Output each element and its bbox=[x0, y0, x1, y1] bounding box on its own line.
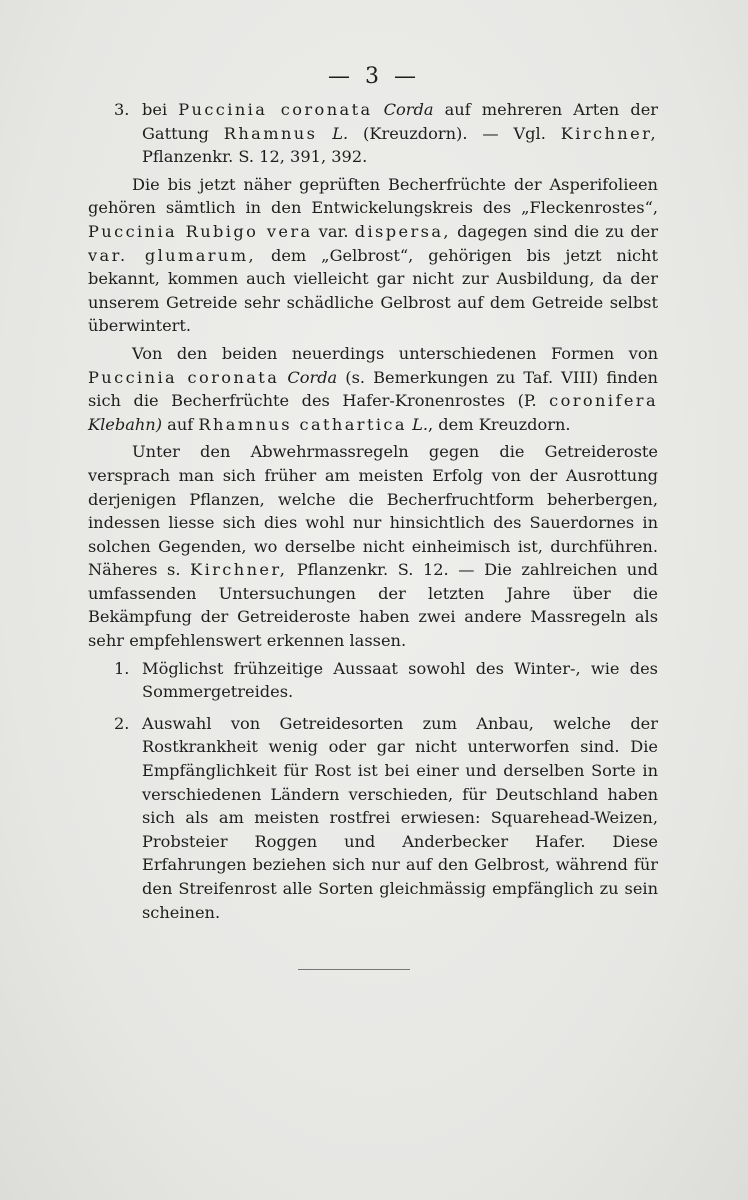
item-number: 1. bbox=[114, 658, 130, 678]
author-name: Corda bbox=[287, 367, 338, 387]
text-run: Unter den Abwehrmassregeln gegen die Getreideroste versprach man sich früher am meisten Erfolg von der Ausrottung derjenigen Pflanzen, welche die Becherfruchtform beherbergen, indessen liesse sich dies wohl nur hinsichtlich des Sauerdornes in solchen Gegenden, wo derselbe nicht einheimisch ist, durchführen. Näheres s. bbox=[88, 442, 658, 580]
text-run: Die bis jetzt näher geprüften Becherfrüchte der Asperifolieen gehören sämtlich in den Entwickelungskreis des „Fleckenrostes“, bbox=[88, 174, 658, 218]
item-number: 3. bbox=[114, 100, 130, 119]
list-item-text: Auswahl von Getreidesorten zum Anbau, welche der Rostkrankheit wenig oder gar nicht unterworfen sind. Die Empfänglichkeit für Rost ist bei einer und derselben Sorte in verschiedenen Ländern verschieden, für Deutschland haben sich als am meisten rostfrei erwiesen: Squarehead-Weizen, Probsteier Roggen und Anderbecker Hafer. Diese Erfahrungen beziehen sich nur auf den Gelbrost, während für den Streifenrost alle Sorten gleichmässig empfänglich zu sein scheinen. bbox=[142, 713, 658, 922]
text-run: Pflanzenkr. S. 12, 391, 392. bbox=[142, 147, 368, 167]
text-run bbox=[373, 100, 384, 119]
paragraph-3 bbox=[88, 440, 658, 652]
species-name: coronifera bbox=[549, 391, 658, 411]
species-name: Puccinia coronata bbox=[178, 100, 373, 119]
paragraph-2 bbox=[88, 342, 658, 436]
author-reference: Kirchner, bbox=[190, 560, 288, 580]
list-item-text: Möglichst frühzeitige Aussaat sowohl des Winter-, wie des Sommergetreides. bbox=[142, 658, 658, 702]
author-reference: Kirchner, bbox=[560, 123, 658, 143]
text-run: auf mehreren Arten der Gattung bbox=[142, 100, 659, 143]
text-run: (s. Bemerkungen zu Taf. VIII) finden sich die Becherfrüchte des Hafer-Kronenrostes (P. bbox=[88, 367, 658, 411]
text-run: Von den beiden neuerdings unterschiedenen Formen von bbox=[132, 343, 658, 363]
paragraph-1 bbox=[88, 173, 658, 338]
text-run: Pflanzenkr. S. 12. — Die zahlreichen und umfassenden Untersuchungen der letzten Jahre über die Bekämpfung der Getreideroste haben zwei andere Massregeln als sehr empfehlenswert erkennen lassen. bbox=[88, 560, 658, 651]
text-run: (Kreuzdorn). — Vgl. bbox=[348, 123, 561, 143]
author-name: Corda bbox=[383, 100, 434, 119]
text-run: var. bbox=[312, 221, 355, 241]
list-item-3 bbox=[88, 98, 658, 169]
species-name: Puccinia Rubigo vera bbox=[88, 221, 313, 241]
author-name: L. bbox=[332, 123, 349, 143]
text-run: dagegen sind die zu der bbox=[450, 221, 658, 241]
genus-name: Rhamnus bbox=[223, 123, 318, 143]
page-number: — 3 — bbox=[328, 64, 420, 89]
author-name: L. bbox=[412, 414, 429, 434]
species-name: Rhamnus cathartica bbox=[198, 414, 407, 434]
end-rule bbox=[298, 969, 410, 970]
numbered-list bbox=[88, 657, 658, 925]
list-item bbox=[88, 712, 658, 924]
author-name: Klebahn) bbox=[88, 414, 163, 434]
page-body bbox=[88, 98, 658, 932]
text-run: bei bbox=[142, 100, 179, 119]
species-name: Puccinia coronata bbox=[88, 367, 280, 387]
text-run bbox=[317, 124, 332, 143]
text-run: dem „Gelbrost“, gehörigen bis jetzt nicht bekannt, kommen auch vielleicht gar nicht zur Ausbildung, da der unserem Getreide sehr schädliche Gelbrost auf dem Getreide selbst überwintert. bbox=[88, 245, 658, 336]
text-run: auf bbox=[162, 414, 199, 434]
variety-name: var. glumarum, bbox=[88, 245, 257, 265]
list-item bbox=[88, 657, 658, 704]
variety-name: dispersa, bbox=[354, 221, 451, 241]
item-number: 2. bbox=[114, 713, 130, 733]
text-run: , dem Kreuzdorn. bbox=[428, 414, 571, 434]
